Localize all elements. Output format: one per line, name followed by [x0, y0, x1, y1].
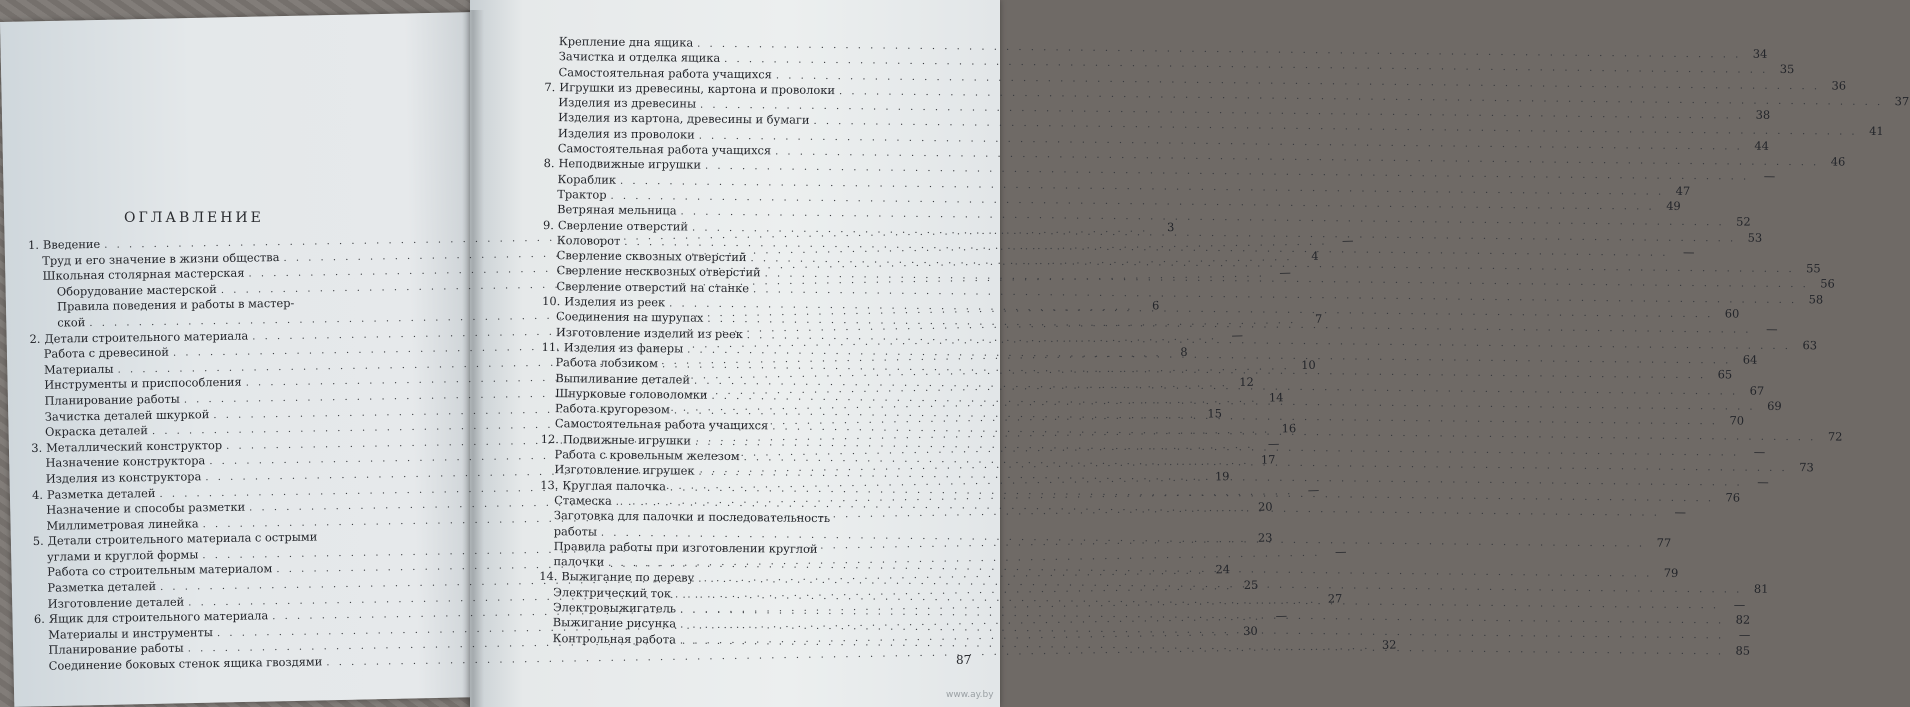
toc-title: ОГЛАВЛЕНИЕ: [124, 210, 264, 226]
toc-entry-number: 3.: [31, 440, 43, 455]
toc-entry-text: Шнурковые головоломки: [555, 385, 708, 402]
toc-entry-page: —: [1674, 504, 1687, 519]
toc-entry-number: 6.: [33, 612, 45, 627]
toc-entry-page: —: [1766, 322, 1778, 337]
toc-entry-page: 10: [1301, 358, 1316, 373]
toc-entry-text: Труд и его значение в жизни общества: [42, 249, 280, 268]
toc-entry-text: Работа со строительным материалом: [47, 561, 273, 580]
toc-entry-text: Сверление отверстий: [557, 217, 689, 234]
toc-entry-page: —: [1753, 444, 1766, 459]
toc-entry-text: Правила работы при изготовлении круглой: [553, 538, 818, 556]
toc-entry-text: Крепление дна ящика: [558, 34, 694, 50]
toc-entry-page: 32: [1381, 637, 1397, 652]
toc-entry-page: 19: [1214, 468, 1230, 483]
toc-entry-page: —: [1683, 244, 1695, 259]
toc-entry-page: 3: [1166, 219, 1175, 235]
toc-entry-number: 7.: [544, 79, 556, 95]
toc-entry-page: 41: [1869, 124, 1884, 139]
toc-entry-page: 79: [1663, 565, 1679, 580]
toc-entry-page: —: [1738, 627, 1751, 642]
toc-entry-text: Материалы и инструменты: [48, 624, 214, 642]
toc-entry-page: —: [1757, 475, 1769, 490]
toc-entry-text: Выпиливание деталей: [555, 370, 691, 387]
toc-entry-page: —: [1341, 232, 1354, 247]
toc-entry-text: Электрический ток: [553, 584, 672, 601]
toc-entry-text: Разметка деталей: [46, 485, 156, 502]
toc-entry-page: 52: [1736, 214, 1751, 229]
toc-entry-text: Ветряная мельница: [557, 202, 677, 218]
watermark: www.ay.by: [946, 690, 994, 700]
toc-entry-page: 14: [1268, 389, 1284, 405]
toc-entry-page: 16: [1281, 420, 1297, 436]
toc-entry-text: Изготовление игрушек: [554, 462, 695, 478]
toc-entry-page: 49: [1666, 198, 1681, 213]
toc-entry-text: работы: [553, 523, 598, 539]
toc-entry-number: 11.: [541, 339, 560, 355]
toc-entry-page: 20: [1258, 499, 1273, 514]
toc-entry-page: 56: [1820, 276, 1835, 291]
toc-entry-page: 38: [1755, 107, 1771, 123]
toc-entry-text: Изделия из фанеры: [563, 340, 684, 356]
toc-entry-text: ской: [57, 315, 86, 330]
toc-entry-page: —: [1307, 482, 1320, 498]
toc-entry-text: Материалы: [43, 361, 114, 377]
toc-entry-page: 30: [1243, 624, 1258, 639]
toc-entry-text: Неподвижные игрушки: [558, 156, 702, 173]
toc-entry-text: Планирование работы: [48, 641, 184, 658]
toc-entry-text: Изделия из конструктора: [45, 469, 202, 486]
toc-entry-text: Стамеска: [554, 493, 612, 508]
toc-entry-page: 44: [1754, 138, 1769, 153]
toc-entry-text: Кораблик: [557, 171, 617, 187]
toc-entry-page: —: [1279, 264, 1291, 280]
toc-entry-text: Электровыжигатель: [552, 600, 677, 616]
toc-entry-page: 64: [1742, 352, 1758, 367]
toc-entry-text: Самостоятельная работа учащихся: [558, 64, 772, 81]
toc-entry-text: Сверление отверстий на станке: [556, 278, 750, 295]
page-number: 87: [956, 653, 972, 667]
toc-entry-text: Окраска деталей: [44, 423, 149, 439]
toc-entry-page: 25: [1243, 577, 1259, 592]
toc-entry-text: Ящик для строительного материала: [48, 608, 269, 626]
toc-entry-page: 73: [1799, 460, 1814, 475]
toc-entry-page: —: [1231, 328, 1244, 343]
toc-entry-text: Контрольная работа: [552, 630, 676, 646]
toc-entry-text: Работа с древесиной: [43, 344, 170, 361]
toc-entry-page: 70: [1729, 413, 1745, 428]
toc-entry-text: Детали строительного материала с острыми: [47, 529, 318, 549]
toc-entry-text: Зачистка и отделка ящика: [558, 49, 721, 66]
toc-entry-text: углами и круглой формы: [46, 547, 199, 564]
toc-entry-page: —: [1334, 544, 1347, 559]
toc-entry-text: Школьная столярная мастерская: [42, 265, 245, 283]
toc-entry-text: Оборудование мастерской: [56, 281, 217, 299]
toc-entry-text: Круглая палочка: [562, 477, 667, 493]
toc-entry-text: Самостоятельная работа учащихся: [557, 141, 772, 158]
toc-entry-page: —: [1763, 169, 1776, 184]
toc-entry-text: Изделия из картона, древесины и бумаги: [558, 110, 810, 128]
toc-entry-text: палочки: [553, 554, 605, 569]
toc-entry-page: 60: [1724, 306, 1740, 321]
toc-entry-text: Изделия из древесины: [558, 95, 697, 111]
toc-entry-page: 85: [1735, 643, 1751, 658]
toc-entry-page: 36: [1831, 78, 1847, 93]
toc-entry-text: Правила поведения и работы в мастер-: [56, 296, 295, 314]
toc-entry-text: Изготовление изделий из реек: [555, 324, 743, 341]
toc-entry-number: 2.: [29, 331, 41, 346]
toc-entry-page: 82: [1735, 612, 1751, 627]
toc-entry-text: Разметка деталей: [47, 579, 157, 595]
toc-entry-text: Самостоятельная работа учащихся: [554, 416, 769, 433]
toc-entry-number: 5.: [32, 534, 44, 549]
toc-entry-page: 58: [1808, 291, 1824, 307]
toc-entry-page: 76: [1725, 489, 1741, 505]
toc-entry-number: 1.: [28, 237, 40, 252]
toc-entry-page: 47: [1675, 183, 1691, 198]
toc-entry-page: —: [1733, 597, 1746, 612]
toc-entry-page: 27: [1327, 591, 1343, 606]
toc-entry-text: Работа с кровельным железом: [554, 447, 740, 464]
toc-entry-page: 8: [1180, 344, 1188, 359]
toc-entry-page: 12: [1239, 374, 1254, 389]
toc-entry-page: 63: [1802, 337, 1818, 352]
toc-entry-page: 53: [1747, 230, 1763, 245]
toc-entry-number: 8.: [543, 156, 555, 171]
toc-entry-text: Сверление сквозных отверстий: [556, 248, 747, 265]
toc-entry-page: 81: [1753, 582, 1769, 597]
toc-entry-page: 6: [1151, 298, 1160, 313]
toc-entry-number: 4.: [31, 487, 44, 502]
toc-entry-text: Коловорот: [556, 232, 621, 248]
toc-entry-page: 24: [1215, 562, 1231, 577]
toc-entry-number: 9.: [542, 217, 554, 232]
toc-entry-text: Миллиметровая линейка: [46, 516, 199, 533]
toc-entry-page: 7: [1314, 311, 1323, 326]
toc-entry-page: 77: [1656, 535, 1672, 550]
toc-entry-page: 23: [1257, 530, 1273, 545]
toc-entry-text: Изготовление деталей: [47, 594, 185, 611]
toc-entry-page: —: [1275, 608, 1288, 623]
toc-entry-page: 17: [1260, 452, 1276, 467]
toc-entry-page: 4: [1311, 248, 1319, 264]
toc-entry-page: 55: [1806, 261, 1821, 276]
toc-entry-page: 35: [1779, 62, 1795, 77]
toc-entry-text: Введение: [42, 236, 101, 252]
toc-entry-text: Трактор: [557, 187, 607, 202]
toc-entry-text: Работа кругорезом: [555, 401, 670, 417]
toc-entry-text: Детали строительного материала: [44, 328, 249, 346]
toc-entry-text: Выжигание рисунка: [552, 615, 677, 631]
toc-entry-number: 13.: [540, 477, 559, 492]
toc-entry-text: Работа лобзиком: [555, 355, 659, 371]
toc-entry-text: Соединения на шурупах: [555, 309, 704, 326]
toc-entry-text: Игрушки из древесины, картона и проволоки: [559, 80, 836, 97]
toc-entry-page: 46: [1830, 154, 1846, 169]
toc-entry-page: 34: [1752, 46, 1768, 61]
toc-entry-number: 14.: [539, 569, 558, 584]
toc-entry-page: 69: [1767, 398, 1782, 413]
toc-entry-text: Подвижные игрушки: [562, 431, 692, 448]
toc-entry-text: Зачистка деталей шкуркой: [44, 406, 210, 424]
toc-entry-number: 12.: [540, 431, 559, 446]
toc-entry-text: Планирование работы: [44, 391, 180, 408]
toc-entry-text: Металлический конструктор: [46, 437, 223, 455]
toc-entry-page: 15: [1207, 406, 1223, 421]
toc-entry-page: 72: [1827, 429, 1843, 445]
toc-entry-text: Изделия из реек: [564, 294, 666, 310]
toc-entry-page: 67: [1749, 383, 1765, 398]
toc-entry-page: 65: [1717, 367, 1733, 382]
toc-entry-text: Инструменты и приспособления: [44, 375, 242, 393]
toc-entry-text: Соединение боковых стенок ящика гвоздями: [48, 654, 323, 673]
toc-entry-text: Назначение конструктора: [45, 453, 206, 471]
toc-entry-text: Назначение и способы разметки: [46, 499, 246, 517]
toc-entry-text: Изделия из проволоки: [557, 125, 695, 142]
toc-entry-text: Заготовка для палочки и последовательность: [553, 508, 831, 526]
toc-entry-page: 37: [1894, 94, 1910, 109]
toc-entry-text: Выжигание по дереву: [561, 569, 695, 585]
toc-entry-text: Сверление несквозных отверстий: [556, 263, 761, 280]
toc-entry-page: —: [1267, 436, 1280, 451]
toc-entry-number: 10.: [542, 294, 561, 309]
